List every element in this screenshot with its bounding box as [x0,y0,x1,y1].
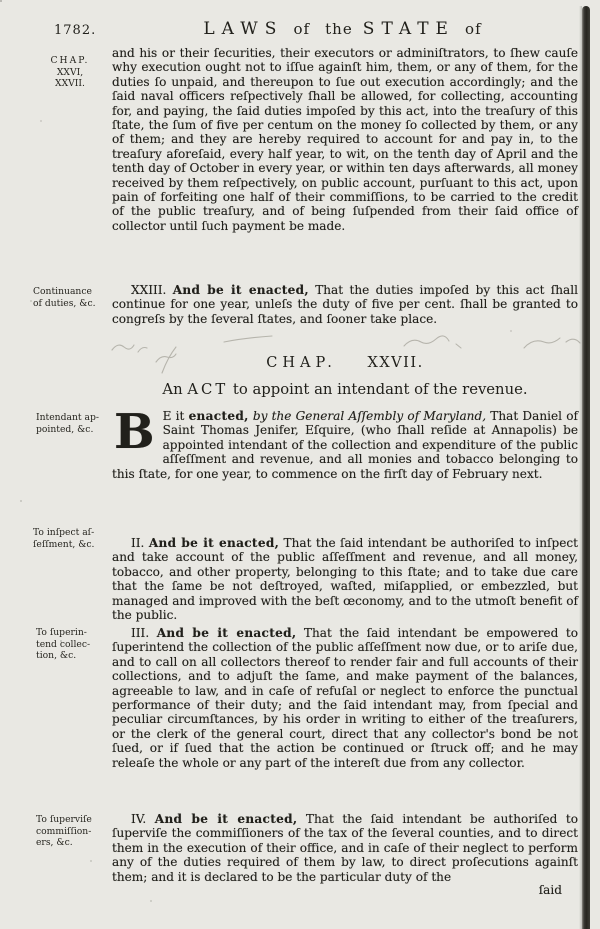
section-xxiii [112,283,578,326]
section-text: That the ſaid intendant be authoriſed to ſuperviſe the commiſſioners of the tax of the ſeveral counties, and to direct them in the execution of their office, and in caſe of their neglect to perform any of the duties required of them by law, to direct proſecutions againſt them; and it is declared to be the particular duty of the [112,812,578,884]
section-iii [112,626,578,770]
chapter-heading [112,355,578,371]
section-ii [112,536,578,622]
section-number: III. [131,626,150,640]
section-iv [112,812,578,884]
section-text: That the ſaid intendant be authoriſed to inſpect and take account of the public aſſeſſment and revenue, and all money, tobacco, and other property, belonging to this ſtate; and to take due care that the ſame be not deſtroyed, waſted, miſapplied, or embezzled, but managed and improved with the beſt œconomy, and to the utmoſt benefit of the public. [112,536,578,623]
margin-note-line: tend collec- [36,638,91,650]
section-text: That the ſaid intendant be empowered to ſuperintend the collection of the public aſſeſſment now due, or to ariſe due, and to call on all collectors thereof to render fair and full accounts of their collections, and to adjuſt the ſame, and make payment of the balances, agreeable to law, and in caſe of refuſal or neglect to enforce the punctual performance of their duty; and the ſaid intendant may, from ſpecial and peculiar circumſtances, by his order in writing to either of the treaſurers, or the clerk of the general court, direct that any collector's bond be not ſued, or if ſued that the action be continued or ſtruck off; and he may releaſe the whole or any part of the intereſt due from any collector. [112,626,578,770]
enacting-formula: And be it enacted, [148,536,280,550]
section-number: II. [131,536,145,550]
margin-note-superintend-collection [36,627,106,662]
enacting-formula: enacted, [188,409,249,423]
margin-note-line: ſeſſment, &c. [33,538,95,550]
margin-note-line: XXVI, [56,66,84,78]
margin-note-supervise-commissioners [36,814,110,849]
chapter-label: CHAP. [266,355,337,371]
margin-note-line: To inſpect aſ- [33,527,95,538]
dropcap-initial: B [114,404,155,460]
running-title [112,19,578,39]
act-title-rest: to appoint an intendant of the revenue. [232,381,528,398]
page-year: 1782. [54,23,97,38]
running-title-the: the [325,20,353,38]
enacting-attribution: by the General Aſſembly of Maryland, [252,409,491,423]
paragraph-continuation: and his or their ſecurities, their executors or adminiſtrators, to ſhew cauſe why execution ought not to iſſue againſt him, them, or any of them, for the duties ſo unpaid, and thereupon to ſue out execution accordingly; and the ſaid naval officers reſpectively ſhall be allowed, for collecting, accounting for, and paying, the ſaid duties impoſed by this act, into the treaſury of this ſtate, the ſum of five per centum on the money ſo collected by them, or any of them; and they are hereby required to account for and pay in, to the treaſury aforeſaid, every half year, to wit, on the tenth day of April and the tenth day of October in every year, or within ten days afterwards, all money received by them reſpectively, on public account, purſuant to this act, upon pain of forfeiting one half of their commiſſions, to be carried to the credit of the public treaſury, and of being ſuſpended from their ſaid office of collector until ſuch payment be made. [112,46,578,233]
running-title-state: STATE [362,19,455,39]
margin-note-line: commiſſion- [36,825,92,837]
enacting-formula: And be it enacted, [172,283,309,297]
enacting-text: That Daniel of Saint Thomas Jenifer, Eſquire, (who ſhall reſide at Annapolis) be appointed intendant of the collection and expenditure of the public aſſeſſment and revenue, and all monies and tobacco belonging to this ſtate, for one year, to commence on the firſt day of February next. [112,409,578,481]
margin-note-line: ers, &c. [36,837,73,849]
enacting-formula: And be it enacted, [154,812,298,826]
margin-note-chapter-numbers [38,55,102,90]
margin-note-line: Continuance [33,286,92,297]
act-title-prefix: An [162,381,188,398]
margin-note-line: pointed, &c. [36,423,94,435]
margin-note-line: To ſuperviſe [36,814,92,825]
enacting-lead: E it [162,409,189,423]
enacting-formula: And be it enacted, [156,626,297,640]
margin-note-line: tion, &c. [36,650,77,662]
catchword: ſaid [538,883,562,897]
margin-note-continuance [33,286,109,309]
scan-speckles [0,0,2,2]
margin-note-line: CHAP. [50,55,90,66]
margin-note-intendant-appointed [36,412,110,435]
chapter-number: XXVII. [367,355,424,371]
running-title-of2: of [465,20,482,38]
section-number: IV. [131,812,147,826]
margin-note-line: XXVII. [55,78,85,90]
margin-note-line: To ſuperin- [36,627,87,638]
section-text: That the duties impoſed by this act ſhall continue for one year, unleſs the duty of five per cent. ſhall be granted to congreſs by the ſeveral ſtates, and ſooner take place. [112,283,578,326]
section-number: XXIII. [131,283,167,297]
margin-note-line: Intendant ap- [36,412,99,423]
act-title [112,381,578,398]
binding-edge [582,6,590,929]
running-title-of: of [293,20,311,38]
margin-note-inspect-assessment [33,527,107,550]
enacting-paragraph [112,404,578,481]
running-title-laws: LAWS [203,19,284,39]
margin-note-line: of duties, &c. [33,297,96,309]
act-word: ACT [187,381,229,398]
